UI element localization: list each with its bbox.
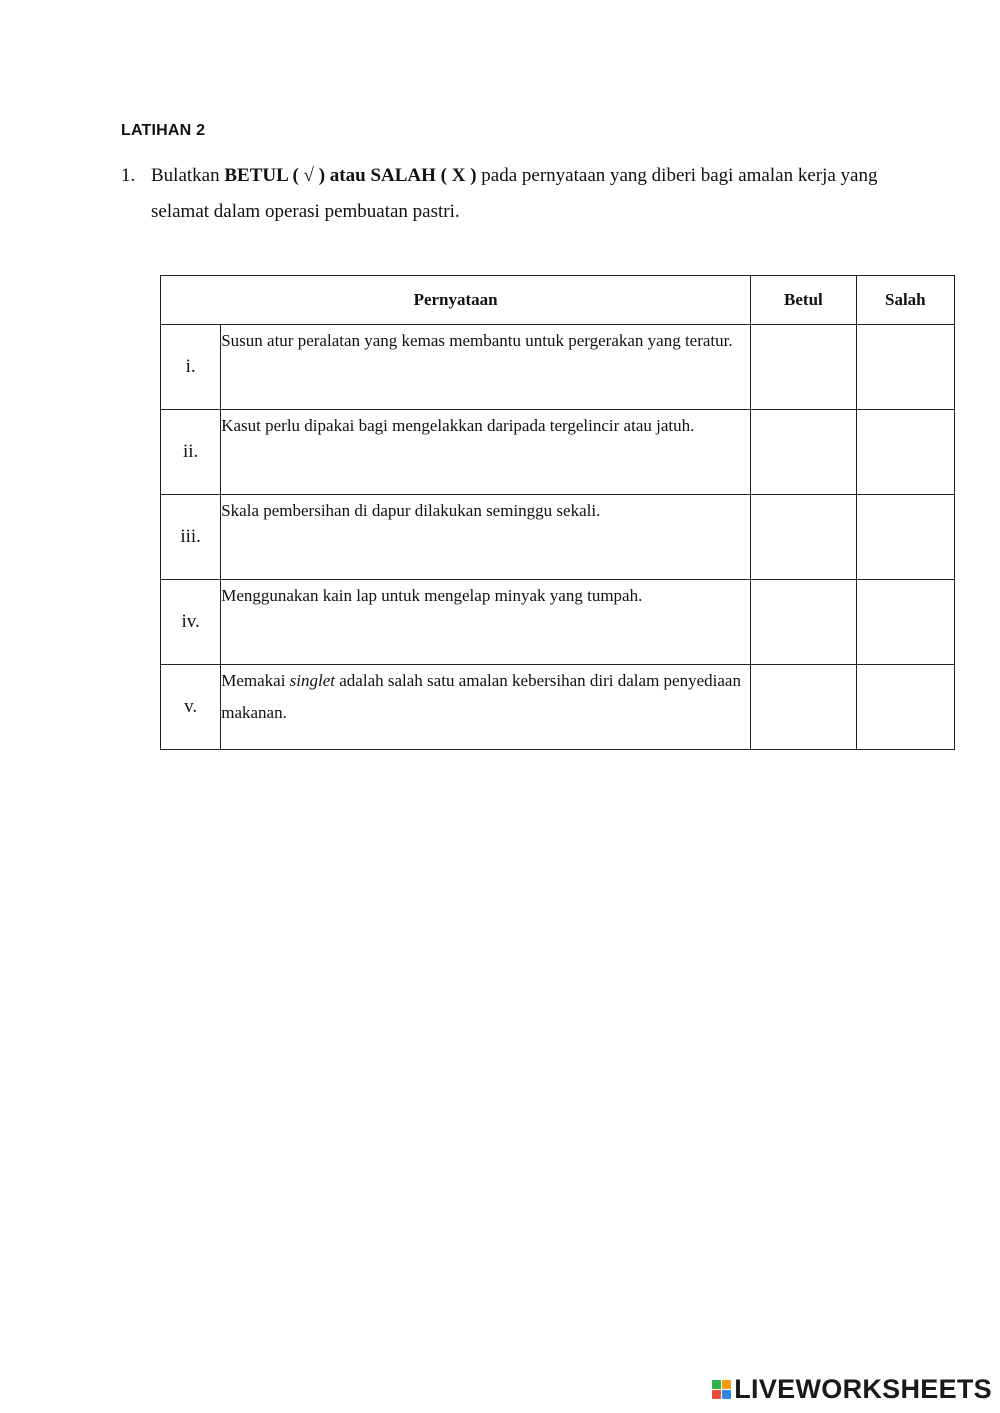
answer-false-cell[interactable] bbox=[856, 665, 954, 750]
row-number: ii. bbox=[161, 410, 221, 495]
logo-tile-icon bbox=[712, 1390, 721, 1399]
statement-text-after: adalah salah satu amalan kebersihan diri dalam penyediaan makanan. bbox=[221, 671, 741, 722]
worksheet-heading: LATIHAN 2 bbox=[121, 122, 206, 139]
table-row bbox=[161, 325, 955, 410]
row-statement: Susun atur peralatan yang kemas membantu untuk pergerakan yang teratur. bbox=[221, 325, 751, 410]
header-true: Betul bbox=[751, 276, 856, 325]
question-1 bbox=[121, 158, 881, 230]
answer-false-cell[interactable] bbox=[856, 495, 954, 580]
question-instruction bbox=[151, 158, 881, 230]
logo-tile-icon bbox=[722, 1390, 731, 1399]
statement-table bbox=[160, 275, 955, 750]
answer-false-cell[interactable] bbox=[856, 325, 954, 410]
statement-text-before: Memakai bbox=[221, 671, 290, 690]
header-false: Salah bbox=[856, 276, 954, 325]
table-row bbox=[161, 495, 955, 580]
table-row bbox=[161, 665, 955, 750]
statement-italic-term: singlet bbox=[289, 671, 336, 690]
row-number: v. bbox=[161, 665, 221, 750]
answer-true-cell[interactable] bbox=[751, 580, 856, 665]
answer-true-cell[interactable] bbox=[751, 325, 856, 410]
table-row bbox=[161, 410, 955, 495]
table-row bbox=[161, 580, 955, 665]
row-statement: Skala pembersihan di dapur dilakukan seminggu sekali. bbox=[221, 495, 751, 580]
liveworksheets-logo-icon bbox=[712, 1380, 731, 1399]
answer-false-cell[interactable] bbox=[856, 410, 954, 495]
row-statement bbox=[221, 665, 751, 750]
question-bold-options: BETUL ( √ ) atau SALAH ( X ) bbox=[224, 165, 477, 186]
answer-true-cell[interactable] bbox=[751, 410, 856, 495]
answer-true-cell[interactable] bbox=[751, 665, 856, 750]
answer-true-cell[interactable] bbox=[751, 495, 856, 580]
row-statement: Menggunakan kain lap untuk mengelap minyak yang tumpah. bbox=[221, 580, 751, 665]
row-number: iv. bbox=[161, 580, 221, 665]
answer-false-cell[interactable] bbox=[856, 580, 954, 665]
question-text-part1: Bulatkan bbox=[151, 165, 225, 186]
row-number: i. bbox=[161, 325, 221, 410]
question-number: 1. bbox=[121, 165, 136, 186]
logo-tile-icon bbox=[712, 1380, 721, 1389]
table-header-row bbox=[161, 276, 955, 325]
row-statement: Kasut perlu dipakai bagi mengelakkan daripada tergelincir atau jatuh. bbox=[221, 410, 751, 495]
row-number: iii. bbox=[161, 495, 221, 580]
liveworksheets-logo bbox=[712, 1374, 992, 1405]
logo-tile-icon bbox=[722, 1380, 731, 1389]
question-text-part2: pada pernyataan yang diberi bagi amalan kerja yang selamat dalam operasi pembuatan pastri. bbox=[151, 165, 878, 222]
header-statement: Pernyataan bbox=[161, 276, 751, 325]
brand-name: LIVEWORKSHEETS bbox=[734, 1374, 992, 1404]
